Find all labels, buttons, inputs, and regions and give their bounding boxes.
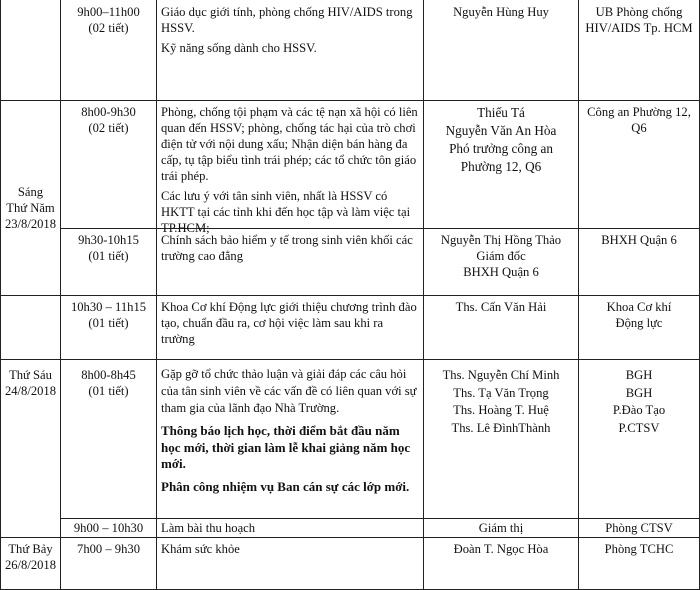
period-count: (01 tiết) <box>88 249 129 263</box>
day-cell-thursday <box>1 184 60 232</box>
time-cell <box>61 232 156 264</box>
time-range: 9h00–11h00 <box>77 5 140 19</box>
speaker-title: Phó trưởng công an <box>449 141 553 156</box>
unit-cell <box>579 520 699 536</box>
speaker-name: Giám thị <box>478 521 524 535</box>
unit-name: UB Phòng chống <box>595 5 683 19</box>
day-date: 26/8/2018 <box>4 558 57 572</box>
period-count: (02 tiết) <box>88 21 129 35</box>
content-text: Giáo dục giới tính, phòng chống HIV/AIDS trong HSSV. <box>161 5 413 35</box>
period-count: (01 tiết) <box>88 316 129 330</box>
day-name: Thứ Năm <box>6 201 55 215</box>
content-text: Các lưu ý với tân sinh viên, nhất là HSSV có HKTT tại các tỉnh khi đến học tập và làm việc tại TP.HCM; <box>161 189 411 235</box>
speaker-cell <box>424 232 578 280</box>
content-cell <box>161 541 419 557</box>
speaker-cell <box>424 299 578 315</box>
time-cell <box>61 520 156 536</box>
time-range: 10h30 – 11h15 <box>70 300 147 314</box>
grid-line <box>0 100 700 101</box>
unit-name: BHXH Quận 6 <box>601 233 677 247</box>
unit-name: HIV/AIDS Tp. HCM <box>585 21 693 35</box>
unit-name: P.Đào Tạo <box>612 403 666 417</box>
grid-line <box>60 518 700 519</box>
unit-name: Q6 <box>631 121 647 135</box>
grid-line <box>0 537 700 538</box>
time-cell <box>61 4 156 36</box>
content-text: Gặp gỡ tổ chức thảo luận và giải đáp các câu hỏi của tân sinh viên về các vấn đề có liên quan với sự tham gia của lãnh đạo Nhà Trường. <box>161 367 417 415</box>
content-text: Khám sức khỏe <box>161 542 240 556</box>
unit-name: Phòng CTSV <box>605 521 673 535</box>
unit-cell <box>579 232 699 248</box>
speaker-title: BHXH Quận 6 <box>463 265 539 279</box>
day-cell-saturday <box>1 541 60 573</box>
content-cell <box>161 104 419 240</box>
unit-cell <box>579 541 699 557</box>
day-name: Thứ Sáu <box>9 368 52 382</box>
content-cell <box>161 520 419 536</box>
time-range: 8h00-8h45 <box>81 368 136 382</box>
content-text: Kỹ năng sống dành cho HSSV. <box>161 41 317 55</box>
speaker-title: Giám đốc <box>476 249 526 263</box>
content-cell <box>161 299 419 347</box>
day-date: 23/8/2018 <box>4 217 57 231</box>
time-cell <box>61 104 156 136</box>
content-text-bold: Phân công nhiệm vụ Ban cán sự các lớp mới. <box>161 478 410 494</box>
unit-name: Phòng TCHC <box>604 542 674 556</box>
grid-line <box>0 295 700 296</box>
content-text: Làm bài thu hoạch <box>161 521 256 535</box>
grid-line <box>0 359 700 360</box>
unit-name: Công an Phường 12, <box>587 105 691 119</box>
unit-name: Khoa Cơ khí <box>606 300 672 314</box>
time-cell <box>61 367 156 399</box>
speaker-name: Nguyễn Hùng Huy <box>453 5 549 19</box>
content-cell <box>161 232 419 264</box>
speaker-cell <box>424 520 578 536</box>
time-cell <box>61 541 156 557</box>
speaker-name: Ths. Hoàng T. Huệ <box>453 403 549 417</box>
speaker-cell <box>424 541 578 557</box>
unit-cell <box>579 367 699 437</box>
content-text: Khoa Cơ khí Động lực giới thiệu chương trình đào tạo, chuẩn đầu ra, cơ hội việc làm sau khi ra trường <box>161 300 417 346</box>
day-name: Thứ Bảy <box>8 542 53 556</box>
speaker-cell <box>424 4 578 20</box>
period-count: (02 tiết) <box>88 121 129 135</box>
content-text-bold: Thông báo lịch học, thời điểm bắt đầu năm học mới, thời gian làm lễ khai giảng năm học mới. <box>161 423 411 471</box>
time-range: 9h00 – 10h30 <box>73 521 144 535</box>
unit-cell <box>579 104 699 136</box>
session-label: Sáng <box>17 185 44 199</box>
content-cell <box>161 4 419 60</box>
unit-cell <box>579 4 699 36</box>
unit-name: Động lực <box>615 316 663 330</box>
unit-name: BGH <box>625 368 653 382</box>
speaker-name: Đoàn T. Ngọc Hòa <box>453 542 549 556</box>
day-date: 24/8/2018 <box>4 384 57 398</box>
speaker-name: Nguyễn Thị Hồng Thảo <box>440 233 562 247</box>
speaker-rank: Thiếu Tá <box>477 105 525 120</box>
unit-name: BGH <box>625 385 653 400</box>
period-count: (01 tiết) <box>88 384 129 398</box>
unit-name: P.CTSV <box>618 420 660 435</box>
speaker-title: Phường 12, Q6 <box>460 159 542 174</box>
time-range: 7h00 – 9h30 <box>77 542 140 556</box>
content-cell <box>161 366 419 495</box>
time-range: 8h00-9h30 <box>81 105 136 119</box>
content-text: Chính sách bảo hiểm y tế trong sinh viên khối các trường cao đẳng <box>161 233 413 263</box>
time-cell <box>61 299 156 331</box>
speaker-name: Ths. Tạ Văn Trọng <box>453 385 549 400</box>
content-text: Phòng, chống tội phạm và các tệ nạn xã hội có liên quan đến HSSV; phòng, chống tác hại của trò chơi điện tử với nội dung xấu; Nhận diện bán hàng đa cấp, tụ tập biểu tình trái phép; các tổ chức tôn giáo trái phép. <box>161 105 418 183</box>
time-range: 9h30-10h15 <box>78 233 139 247</box>
speaker-name: Ths. Nguyễn Chí Minh <box>442 368 560 382</box>
speaker-name: Ths. Cấn Văn Hải <box>455 300 547 314</box>
speaker-name: Nguyễn Văn An Hòa <box>445 123 557 138</box>
speaker-cell <box>424 104 578 176</box>
speaker-cell <box>424 367 578 437</box>
day-cell-friday <box>1 367 60 399</box>
speaker-name: Ths. Lê ĐìnhThành <box>451 420 551 435</box>
unit-cell <box>579 299 699 331</box>
